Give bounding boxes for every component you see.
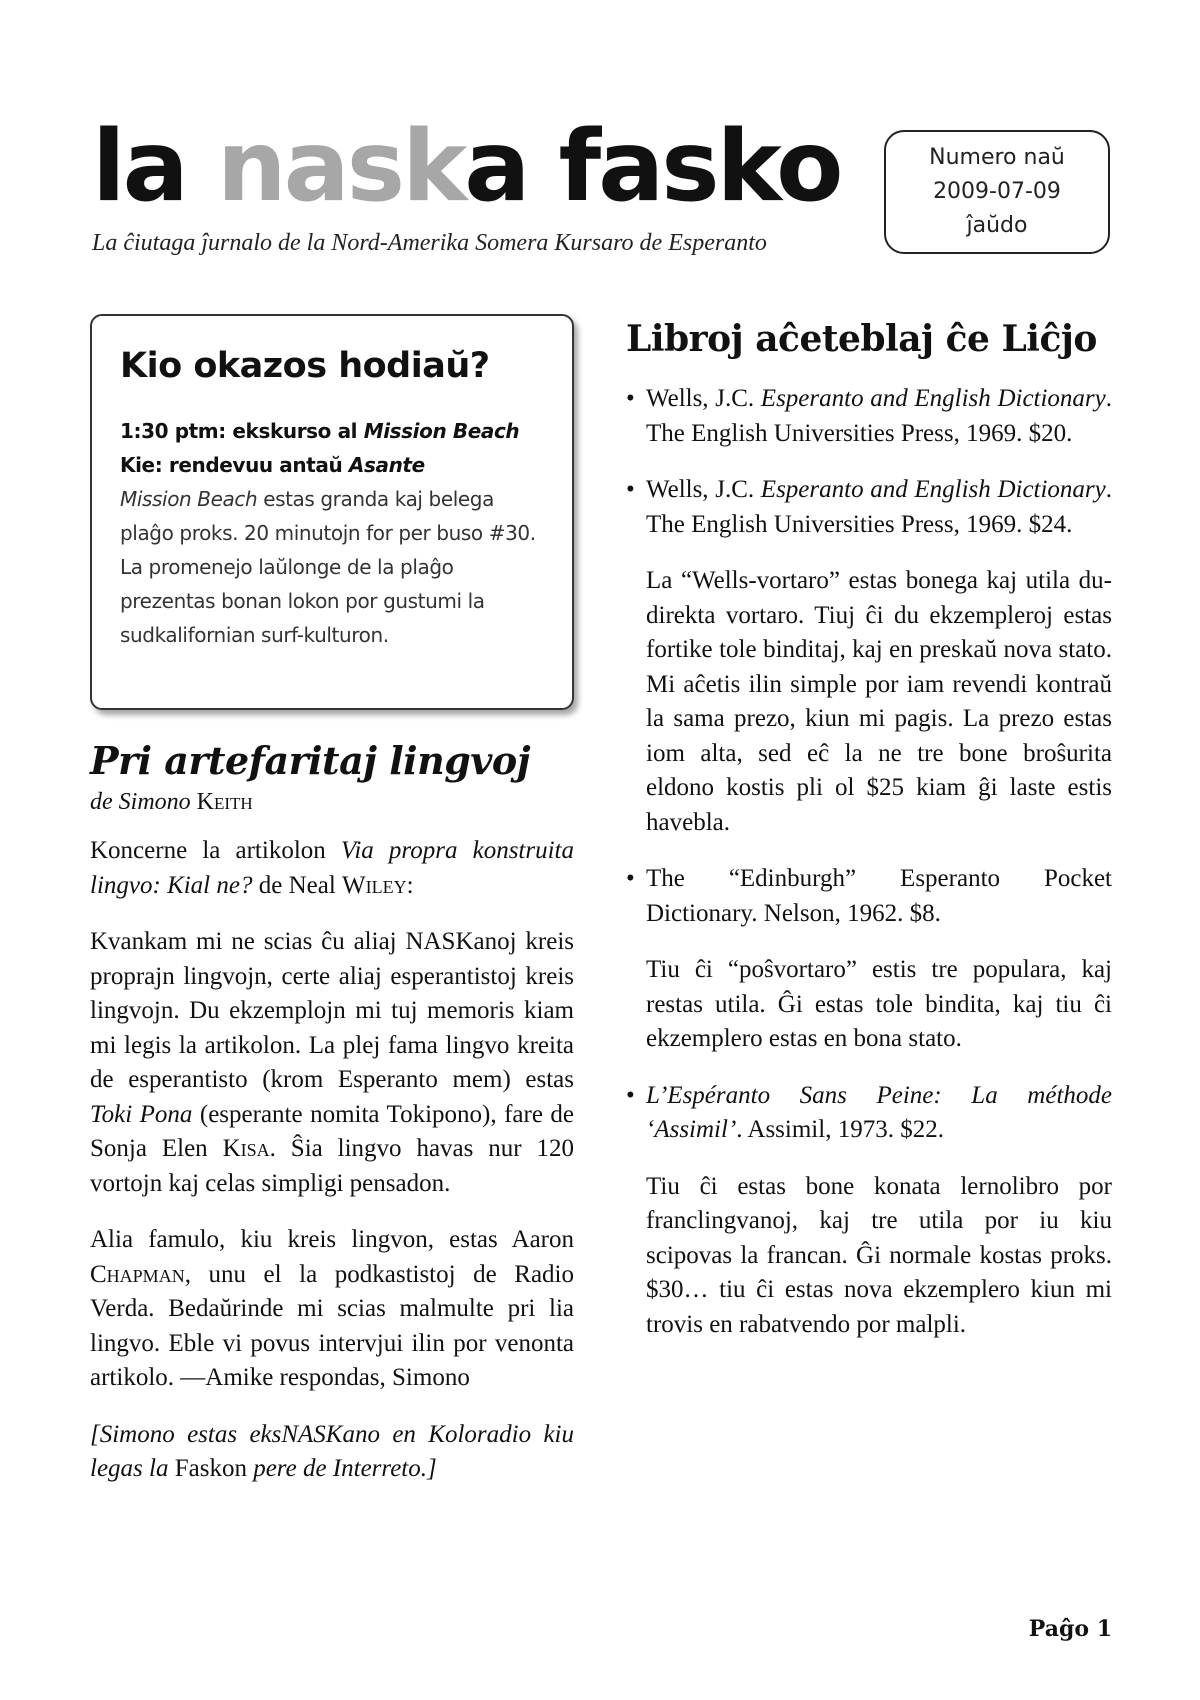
article-constructed-languages: [90, 738, 574, 1509]
book4-details: . Assimil, 1973. $22.: [736, 1116, 944, 1143]
p2-part-b: (esperante nomita Tokipono), fare de Sonja Elen: [90, 1100, 574, 1162]
event-description: [120, 482, 546, 652]
book3-text: The “Edinburgh” Esperanto Pocket Dictionary. Nelson, 1962. $8.: [646, 865, 1112, 927]
title-part-2: a fasko: [464, 110, 841, 224]
book-item-4: [626, 1079, 1112, 1148]
book4-description: Tiu ĉi estas bone konata lernolibro por franclingvanoj, kaj tre utila por iu kiu scipovas la francan. Ĝi normale kostas proks. $30… tiu ĉi estas nova ekzemplero kiun mi trovis en rabatvendo por malpli.: [646, 1172, 1112, 1338]
newspaper-subtitle: La ĉiutaga ĵurnalo de la Nord-Amerika Somera Kursaro de Esperanto: [92, 230, 767, 256]
p1-mid: de Neal: [252, 871, 343, 899]
book1-details: . The English Universities Press, 1969. $20.: [646, 385, 1113, 447]
issue-info-box: [884, 130, 1110, 254]
article-paragraph-1: [90, 834, 574, 903]
article-title: Pri artefaritaj lingvoj: [90, 738, 530, 783]
article-books-for-sale: [626, 318, 1112, 1364]
event-meeting-line: [120, 448, 546, 482]
byline-prefix: de Simono: [90, 789, 197, 815]
book4-title: L’Espéranto Sans Peine: La méthode ‘Assimil’: [646, 1081, 1112, 1143]
article-byline: [90, 789, 574, 816]
title-part-1: la: [92, 110, 217, 224]
p2-part-a: Kvankam mi ne scias ĉu aliaj NASKanoj kreis proprajn lingvojn, certe aliaj esperantistoj kreis lingvojn. Du ekzemplojn mi tuj memoris kiam mi legis la artikolon. La plej fama lingvo kreita de esperantisto (krom Esperanto mem) estas: [90, 928, 574, 1093]
p1-author-name: Wiley: [342, 871, 407, 899]
masthead: [92, 110, 872, 257]
p2-part-c: . Ŝia lingvo havas nur 120 vortojn kaj celas simpligi pensadon.: [90, 1135, 574, 1197]
event-time-line: [120, 414, 546, 448]
note-fasko: Faskon: [174, 1455, 247, 1482]
todays-events-box: [90, 314, 574, 710]
issue-weekday: ĵaŭdo: [966, 213, 1028, 238]
book3-description: Tiu ĉi “poŝvortaro” estis tre populara, kaj restas utila. Ĝi estas tole bindita, kaj tiu ĉi ekzemplero estas en bona stato.: [646, 956, 1112, 1052]
event-destination: Mission Beach: [363, 419, 520, 443]
book-item-1: [626, 382, 1112, 451]
page-number: Paĝo 1: [1028, 1616, 1112, 1642]
book1-title: Esperanto and English Dictionary: [760, 385, 1106, 412]
newspaper-title: [92, 110, 872, 224]
event-meeting-text: Kie: rendevuu antaŭ: [120, 453, 349, 477]
title-grey-part: nask: [216, 110, 465, 224]
issue-date: 2009-07-09: [933, 179, 1061, 204]
p2-kisa: Kisa: [222, 1135, 270, 1162]
note-part-b: pere de Interreto.]: [246, 1455, 437, 1482]
events-heading: Kio okazos hodiaŭ?: [120, 346, 490, 386]
p1-cited-title: Via propra konstruita lingvo: Kial ne?: [90, 837, 574, 899]
byline-name: Keith: [196, 789, 253, 815]
book1-author: Wells, J.C.: [646, 385, 761, 412]
book2-description: La “Wells-vortaro” estas bonega kaj utila du-direkta vortaro. Tiuj ĉi du ekzempleroj estas fortike tole binditaj, kaj en preskaŭ nova stato. Mi aĉetis ilin simple por iam revendi kontraŭ la sama prezo, kiun mi pagis. La prezo estas iom alta, sed eĉ la ne tre bone broŝurita eldono kostis pli ol $25 kiam ĝi laste estis havebla.: [646, 567, 1112, 836]
p3-part-a: Alia famulo, kiu kreis lingvon, estas Aaron: [90, 1226, 574, 1253]
p1-prefix: Koncerne la artikolon: [90, 837, 341, 864]
book-item-3: [626, 862, 1112, 931]
book-item-2: [626, 473, 1112, 542]
book2-details: . The English Universities Press, 1969. $24.: [646, 476, 1113, 538]
event-meeting-place: Asante: [348, 453, 425, 477]
p2-toki-pona: Toki Pona: [90, 1100, 193, 1128]
p1-suffix: :: [406, 871, 414, 899]
books-heading: Libroj aĉeteblaj ĉe Liĉjo: [626, 318, 1097, 360]
note-part-a: [Simono estas eksNASKano en Koloradio kiu legas la: [90, 1420, 574, 1482]
p3-part-b: , unu el la podkastistoj de Radio Verda. Bedaŭrinde mi scias malmulte pri lia lingvo. Eble vi povus intervjui ilin por venonta artikolo. —Amike respondas, Simono: [90, 1260, 574, 1391]
article-paragraph-2: [90, 925, 574, 1201]
issue-number: Numero naŭ: [929, 145, 1065, 170]
event-desc-text: estas granda kaj belega plaĝo proks. 20 minutojn for per buso #30. La promenejo laŭlonge de la plaĝo prezentas bonan lokon por gustumi la sudkalifornian surf-kulturon.: [120, 487, 536, 647]
event-desc-place: Mission Beach: [120, 487, 258, 511]
event-time-text: 1:30 ptm: ekskurso al: [120, 419, 364, 443]
editor-note: [90, 1418, 574, 1487]
p3-chapman: Chapman: [90, 1260, 185, 1288]
book2-title: Esperanto and English Dictionary: [760, 476, 1106, 503]
book2-author: Wells, J.C.: [646, 476, 761, 503]
article-paragraph-3: [90, 1223, 574, 1396]
